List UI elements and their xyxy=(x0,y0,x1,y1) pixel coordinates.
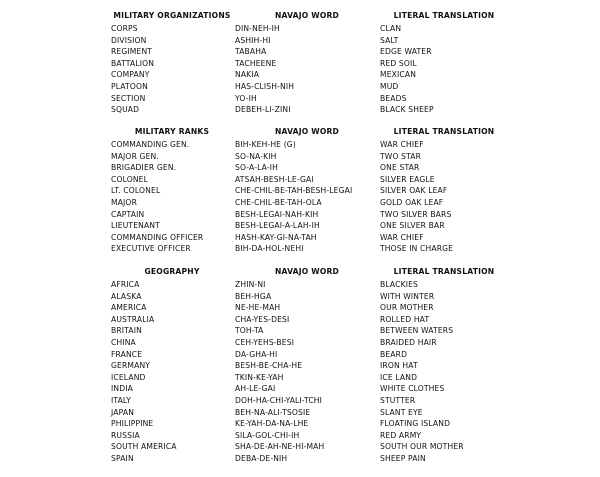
term-cell: AMERICA xyxy=(111,303,147,313)
table-row xyxy=(0,94,600,106)
literal-translation-cell: BETWEEN WATERS xyxy=(380,326,454,336)
term-cell: CORPS xyxy=(111,24,138,33)
section-header-row xyxy=(0,127,600,140)
column-header-navajo-word: NAVAJO WORD xyxy=(274,267,340,276)
navajo-word-cell: AH-LE-GAI xyxy=(235,384,276,394)
term-cell: COMMANDING OFFICER xyxy=(111,232,204,242)
literal-translation-cell: BRAIDED HAIR xyxy=(380,337,437,347)
navajo-word-cell: KE-YAH-DA-NA-LHE xyxy=(235,419,309,429)
table-row xyxy=(0,454,600,466)
term-cell: BRIGADIER GEN. xyxy=(111,163,177,173)
table-row xyxy=(0,82,600,94)
section-military-organizations xyxy=(0,11,600,117)
literal-translation-cell: RED ARMY xyxy=(380,430,422,440)
literal-translation-cell: WITH WINTER xyxy=(380,291,435,301)
navajo-word-cell: CHA-YES-DESI xyxy=(235,314,290,324)
navajo-word-cell: BESH-LEGAI-A-LAH-IH xyxy=(235,221,320,231)
term-cell: REGIMENT xyxy=(111,47,153,57)
navajo-word-cell: CHE-CHIL-BE-TAH-BESH-LEGAI xyxy=(235,186,353,196)
literal-translation-cell: ONE SILVER BAR xyxy=(380,221,445,231)
literal-translation-cell: SILVER EAGLE xyxy=(380,174,435,184)
table-rows xyxy=(0,140,600,256)
navajo-word-cell: TABAHA xyxy=(235,47,267,57)
term-cell: RUSSIA xyxy=(111,430,140,440)
literal-translation-cell: BLACK SHEEP xyxy=(380,105,434,115)
term-cell: AUSTRALIA xyxy=(111,314,155,324)
table-row xyxy=(0,361,600,373)
table-row xyxy=(0,24,600,36)
section-header-row xyxy=(0,267,600,280)
navajo-word-cell: SILA-GOL-CHI-IH xyxy=(235,430,300,440)
term-cell: SPAIN xyxy=(111,453,134,463)
table-rows xyxy=(0,24,600,117)
table-row xyxy=(0,326,600,338)
column-header-literal-translation: LITERAL TRANSLATION xyxy=(393,267,495,276)
literal-translation-cell: RED SOIL xyxy=(380,58,417,68)
table-row xyxy=(0,373,600,385)
literal-translation-cell: IRON HAT xyxy=(380,361,418,371)
navajo-word-cell: SO-A-LA-IH xyxy=(235,163,278,173)
table-row xyxy=(0,280,600,292)
term-cell: ICELAND xyxy=(111,372,146,382)
table-row xyxy=(0,59,600,71)
term-cell: CAPTAIN xyxy=(111,209,145,219)
table-row xyxy=(0,350,600,362)
table-row xyxy=(0,431,600,443)
navajo-word-cell: BEH-HGA xyxy=(235,291,272,301)
column-header-navajo-word: NAVAJO WORD xyxy=(274,127,340,136)
term-cell: MAJOR xyxy=(111,197,137,207)
navajo-word-cell: BEH-NA-ALI-TSOSIE xyxy=(235,407,311,417)
navajo-word-cell: SO-NA-KIH xyxy=(235,151,277,161)
table-row xyxy=(0,70,600,82)
literal-translation-cell: TWO SILVER BARS xyxy=(380,209,452,219)
term-cell: LT. COLONEL xyxy=(111,186,161,196)
section-header-row xyxy=(0,11,600,24)
table-row xyxy=(0,384,600,396)
literal-translation-cell: SLANT EYE xyxy=(380,407,423,417)
navajo-word-cell: CEH-YEHS-BESI xyxy=(235,337,295,347)
literal-translation-cell: SHEEP PAIN xyxy=(380,453,426,463)
literal-translation-cell: WAR CHIEF xyxy=(380,140,424,149)
navajo-word-cell: ASHIH-HI xyxy=(235,35,271,45)
term-cell: BATTALION xyxy=(111,58,155,68)
term-cell: INDIA xyxy=(111,384,133,394)
term-cell: COLONEL xyxy=(111,174,148,184)
term-cell: BRITAIN xyxy=(111,326,142,336)
table-row xyxy=(0,198,600,210)
table-row xyxy=(0,186,600,198)
table-row xyxy=(0,244,600,256)
term-cell: GERMANY xyxy=(111,361,151,371)
navajo-word-cell: TOH-TA xyxy=(235,326,264,336)
column-header-literal-translation: LITERAL TRANSLATION xyxy=(393,127,495,136)
table-row xyxy=(0,419,600,431)
table-row xyxy=(0,163,600,175)
column-header-literal-translation: LITERAL TRANSLATION xyxy=(393,11,495,20)
term-cell: SECTION xyxy=(111,93,146,103)
literal-translation-cell: BEARD xyxy=(380,349,408,359)
term-cell: ITALY xyxy=(111,395,132,405)
term-cell: LIEUTENANT xyxy=(111,221,160,231)
term-cell: JAPAN xyxy=(111,407,135,417)
table-row xyxy=(0,210,600,222)
navajo-word-cell: BIH-KEH-HE (G) xyxy=(235,140,296,149)
table-row xyxy=(0,338,600,350)
literal-translation-cell: MEXICAN xyxy=(380,70,417,80)
term-cell: PHILIPPINE xyxy=(111,419,154,429)
table-row xyxy=(0,315,600,327)
navajo-word-cell: SHA-DE-AH-NE-HI-MAH xyxy=(235,442,325,452)
literal-translation-cell: ICE LAND xyxy=(380,372,418,382)
table-row xyxy=(0,303,600,315)
term-cell: COMMANDING GEN. xyxy=(111,140,190,149)
table-rows xyxy=(0,280,600,466)
navajo-word-cell: ATSAH-BESH-LE-GAI xyxy=(235,174,314,184)
term-cell: CHINA xyxy=(111,337,136,347)
term-cell: SQUAD xyxy=(111,105,140,115)
term-cell: SOUTH AMERICA xyxy=(111,442,177,452)
term-cell: FRANCE xyxy=(111,349,143,359)
table-row xyxy=(0,105,600,117)
table-row xyxy=(0,292,600,304)
column-header-category: GEOGRAPHY xyxy=(144,267,200,276)
navajo-word-cell: HASH-KAY-GI-NA-TAH xyxy=(235,232,317,242)
literal-translation-cell: SOUTH OUR MOTHER xyxy=(380,442,464,452)
column-header-category: MILITARY ORGANIZATIONS xyxy=(113,11,231,20)
navajo-word-cell: NAKIA xyxy=(235,70,260,80)
navajo-word-cell: DIN-NEH-IH xyxy=(235,24,280,33)
literal-translation-cell: WHITE CLOTHES xyxy=(380,384,445,394)
table-row xyxy=(0,442,600,454)
literal-translation-cell: STUTTER xyxy=(380,395,416,405)
literal-translation-cell: BLACKIES xyxy=(380,280,419,289)
literal-translation-cell: MUD xyxy=(380,81,399,91)
literal-translation-cell: SALT xyxy=(380,35,399,45)
navajo-word-cell: TKIN-KE-YAH xyxy=(235,372,284,382)
table-row xyxy=(0,408,600,420)
term-cell: EXECUTIVE OFFICER xyxy=(111,244,191,254)
literal-translation-cell: TWO STAR xyxy=(380,151,422,161)
literal-translation-cell: SILVER OAK LEAF xyxy=(380,186,448,196)
table-row xyxy=(0,221,600,233)
navajo-word-cell: DA-GHA-HI xyxy=(235,349,278,359)
literal-translation-cell: GOLD OAK LEAF xyxy=(380,197,444,207)
navajo-word-cell: NE-HE-MAH xyxy=(235,303,281,313)
table-row xyxy=(0,233,600,245)
term-cell: AFRICA xyxy=(111,280,140,289)
literal-translation-cell: ONE STAR xyxy=(380,163,420,173)
navajo-word-cell: BESH-LEGAI-NAH-KIH xyxy=(235,209,319,219)
term-cell: MAJOR GEN. xyxy=(111,151,159,161)
navajo-word-cell: TACHEENE xyxy=(235,58,277,68)
literal-translation-cell: FLOATING ISLAND xyxy=(380,419,451,429)
literal-translation-cell: OUR MOTHER xyxy=(380,303,434,313)
navajo-word-cell: HAS-CLISH-NIH xyxy=(235,81,295,91)
navajo-word-cell: BIH-DA-HOL-NEHI xyxy=(235,244,304,254)
term-cell: COMPANY xyxy=(111,70,150,80)
table-row xyxy=(0,140,600,152)
section-military-ranks xyxy=(0,127,600,256)
table-row xyxy=(0,36,600,48)
term-cell: DIVISION xyxy=(111,35,147,45)
table-row xyxy=(0,47,600,59)
literal-translation-cell: THOSE IN CHARGE xyxy=(380,244,454,254)
navajo-word-cell: ZHIN-NI xyxy=(235,280,266,289)
term-cell: ALASKA xyxy=(111,291,142,301)
navajo-word-cell: CHE-CHIL-BE-TAH-OLA xyxy=(235,197,322,207)
column-header-navajo-word: NAVAJO WORD xyxy=(274,11,340,20)
literal-translation-cell: BEADS xyxy=(380,93,407,103)
literal-translation-cell: WAR CHIEF xyxy=(380,232,424,242)
literal-translation-cell: CLAN xyxy=(380,24,402,33)
table-row xyxy=(0,175,600,187)
section-geography xyxy=(0,267,600,466)
table-row xyxy=(0,396,600,408)
navajo-word-cell: DEBEH-LI-ZINI xyxy=(235,105,291,115)
navajo-word-cell: DEBA-DE-NIH xyxy=(235,453,288,463)
navajo-word-cell: YO-IH xyxy=(235,93,257,103)
literal-translation-cell: ROLLED HAT xyxy=(380,314,430,324)
column-header-category: MILITARY RANKS xyxy=(134,127,210,136)
literal-translation-cell: EDGE WATER xyxy=(380,47,432,57)
navajo-word-cell: DOH-HA-CHI-YALI-TCHI xyxy=(235,395,323,405)
table-row xyxy=(0,152,600,164)
navajo-word-cell: BESH-BE-CHA-HE xyxy=(235,361,303,371)
term-cell: PLATOON xyxy=(111,81,148,91)
